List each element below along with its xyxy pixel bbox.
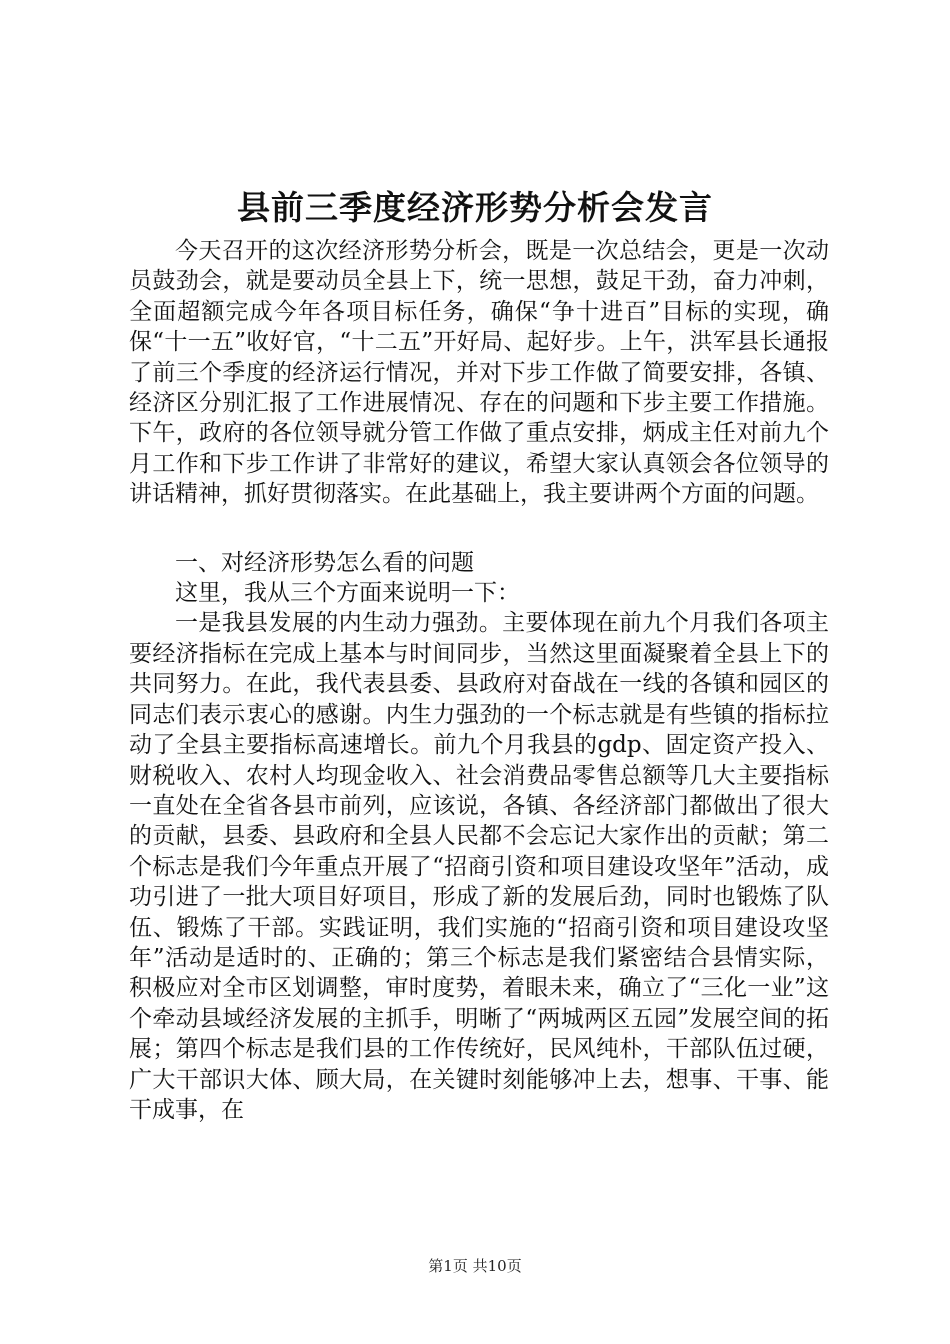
section-heading: 一、对经济形势怎么看的问题 [175,549,474,576]
document-body [129,236,829,1125]
section-lead-paragraph: 这里，我从三个方面来说明一下： [175,580,520,607]
paragraph-spacer [129,510,829,548]
document-title: 县前三季度经济形势分析会发言 [237,188,713,227]
point-one-paragraph: 一是我县发展的内生动力强劲。主要体现在前九个月我们各项主要经济指标在完成上基本与时间同步，当然这里面凝聚着全县上下的共同努力。在此，我代表县委、县政府对奋战在一线的各镇和园区的同志们表示衷心的感谢。内生力强劲的一个标志就是有些镇的指标拉动了全县主要指标高速增长。前九个月我县的gdp、固定资产投入、财税收入、农村人均现金收入、社会消费品零售总额等几大主要指标一直处在全省各县市前列，应该说，各镇、各经济部门都做出了很大的贡献，县委、县政府和全县人民都不会忘记大家作出的贡献；第二个标志是我们今年重点开展了“招商引资和项目建设攻坚年”活动，成功引进了一批大项目好项目，形成了新的发展后劲，同时也锻炼了队伍、锻炼了干部。实践证明，我们实施的“招商引资和项目建设攻坚年”活动是适时的、正确的；第三个标志是我们紧密结合县情实际，积极应对全市区划调整，审时度势，着眼未来，确立了“三化一业”这个牵动县域经济发展的主抓手，明晰了“两城两区五园”发展空间的拓展；第四个标志是我们县的工作传统好，民风纯朴，干部队伍过硬，广大干部识大体、顾大局，在关键时刻能够冲上去，想事、干事、能干成事，在 [129,610,829,1123]
page-number-footer: 第1页 共10页 [428,1257,522,1275]
intro-paragraph: 今天召开的这次经济形势分析会，既是一次总结会，更是一次动员鼓劲会，就是要动员全县上下，统一思想，鼓足干劲，奋力冲刺，全面超额完成今年各项目标任务，确保“争十进百”目标的实现，确保“十一五”收好官，“十二五”开好局、起好步。上午，洪军县长通报了前三个季度的经济运行情况，并对下步工作做了简要安排，各镇、经济区分别汇报了工作进展情况、存在的问题和下步主要工作措施。下午，政府的各位领导就分管工作做了重点安排，炳成主任对前九个月工作和下步工作讲了非常好的建议，希望大家认真领会各位领导的讲话精神，抓好贯彻落实。在此基础上，我主要讲两个方面的问题。 [129,238,829,508]
